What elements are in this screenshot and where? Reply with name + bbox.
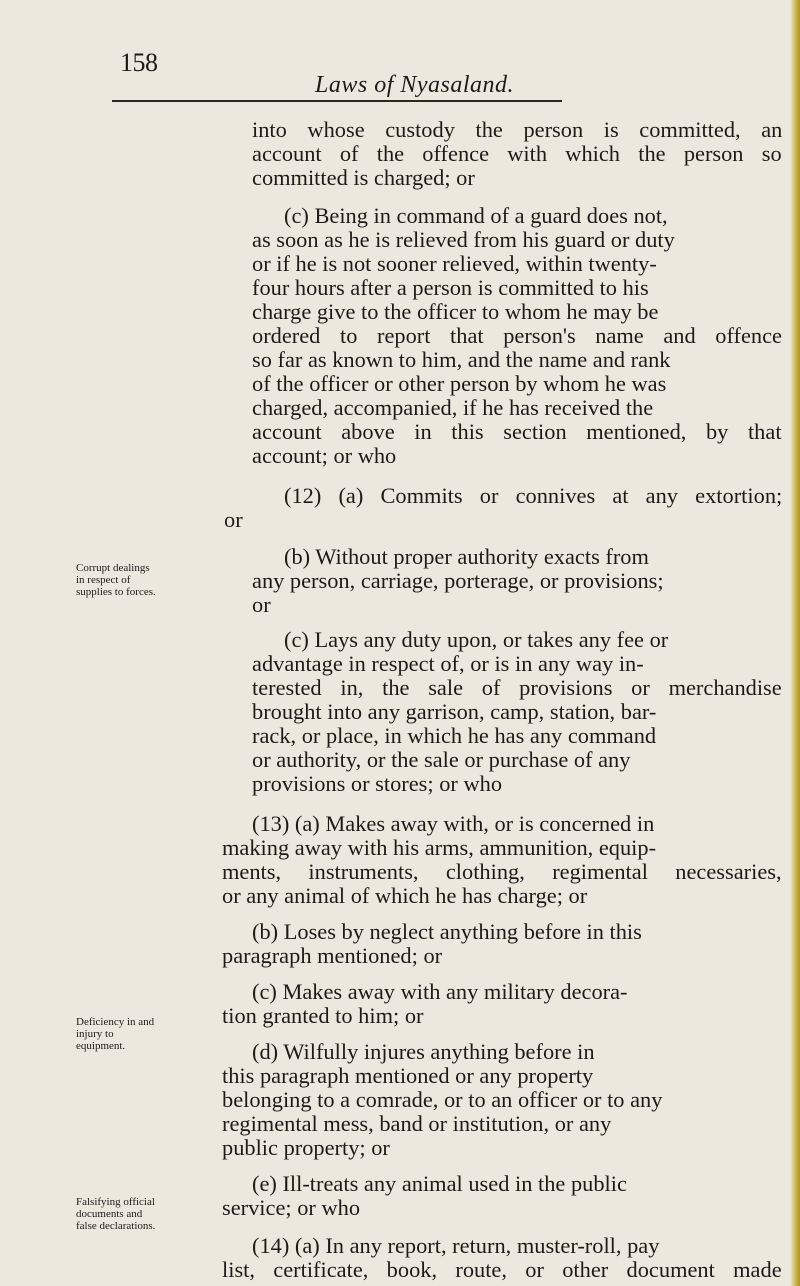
body-line: into whose custody the person is committed, an — [252, 117, 783, 142]
body-line: as soon as he is relieved from his guard or duty — [252, 227, 675, 252]
body-line: brought into any garrison, camp, station, bar- — [252, 699, 657, 724]
body-line: making away with his arms, ammunition, equip- — [222, 835, 657, 860]
body-line: (12) (a) Commits or connives at any extortion; — [284, 483, 783, 508]
body-line: account of the offence with which the person so — [252, 141, 782, 166]
body-line: charged, accompanied, if he has received the — [252, 395, 654, 420]
margin-note-line: Corrupt dealings — [76, 562, 150, 574]
page-edge — [790, 0, 800, 1286]
margin-note-deficiency — [76, 1016, 206, 1052]
body-line: this paragraph mentioned or any property — [222, 1063, 594, 1088]
body-line: rack, or place, in which he has any command — [252, 723, 657, 748]
margin-note-line: in respect of — [76, 574, 131, 586]
body-line: four hours after a person is committed to his — [252, 275, 649, 300]
body-line: (c) Lays any duty upon, or takes any fee or — [284, 627, 669, 652]
body-line: ments, instruments, clothing, regimental necessaries, — [222, 859, 782, 884]
body-line: (c) Being in command of a guard does not, — [284, 203, 668, 228]
body-line: advantage in respect of, or is in any way in- — [252, 651, 644, 676]
margin-note-line: false declarations. — [76, 1220, 156, 1232]
body-line: ordered to report that person's name and offence — [252, 323, 782, 348]
margin-note-line: documents and — [76, 1208, 143, 1220]
body-line: (14) (a) In any report, return, muster-roll, pay — [252, 1233, 660, 1258]
body-line: committed is charged; or — [252, 165, 475, 190]
body-line: (d) Wilfully injures anything before in — [252, 1039, 595, 1064]
body-line: tion granted to him; or — [222, 1003, 424, 1028]
body-line: or — [252, 592, 271, 617]
body-line: account above in this section mentioned, by that — [252, 419, 782, 444]
body-line: terested in, the sale of provisions or merchandise — [252, 675, 782, 700]
body-line: list, certificate, book, route, or other document made — [222, 1257, 782, 1282]
body-line: public property; or — [222, 1135, 390, 1160]
page-number: 158 — [120, 48, 158, 77]
body-line: (b) Without proper authority exacts from — [284, 544, 649, 569]
body-line: account; or who — [252, 443, 397, 468]
body-line: service; or who — [222, 1195, 361, 1220]
header-rule — [112, 100, 562, 102]
margin-note-line: Deficiency in and — [76, 1016, 155, 1028]
margin-note-line: supplies to forces. — [76, 586, 156, 598]
body-line: or authority, or the sale or purchase of any — [252, 747, 631, 772]
body-line: so far as known to him, and the name and rank — [252, 347, 671, 372]
body-line: any person, carriage, porterage, or provisions; — [252, 568, 664, 593]
body-line: paragraph mentioned; or — [222, 943, 443, 968]
body-line: charge give to the officer to whom he may be — [252, 299, 659, 324]
body-line: (13) (a) Makes away with, or is concerned in — [252, 811, 655, 836]
body-line: belonging to a comrade, or to an officer or to any — [222, 1087, 663, 1112]
margin-note-falsifying — [76, 1196, 206, 1232]
body-line: (b) Loses by neglect anything before in this — [252, 919, 642, 944]
body-line: (e) Ill-treats any animal used in the public — [252, 1171, 627, 1196]
body-line: of the officer or other person by whom he was — [252, 371, 667, 396]
margin-note-line: Falsifying official — [76, 1196, 155, 1208]
body-line: provisions or stores; or who — [252, 771, 503, 796]
margin-note-line: equipment. — [76, 1040, 126, 1052]
margin-note-line: injury to — [76, 1028, 114, 1040]
body-line: or if he is not sooner relieved, within twenty- — [252, 251, 657, 276]
margin-note-corrupt-dealings — [76, 562, 206, 598]
body-line: or — [224, 507, 243, 532]
body-line: (c) Makes away with any military decora- — [252, 979, 628, 1004]
body-line: regimental mess, band or institution, or any — [222, 1111, 612, 1136]
body-line: or any animal of which he has charge; or — [222, 883, 588, 908]
running-head: Laws of Nyasaland. — [315, 72, 515, 98]
